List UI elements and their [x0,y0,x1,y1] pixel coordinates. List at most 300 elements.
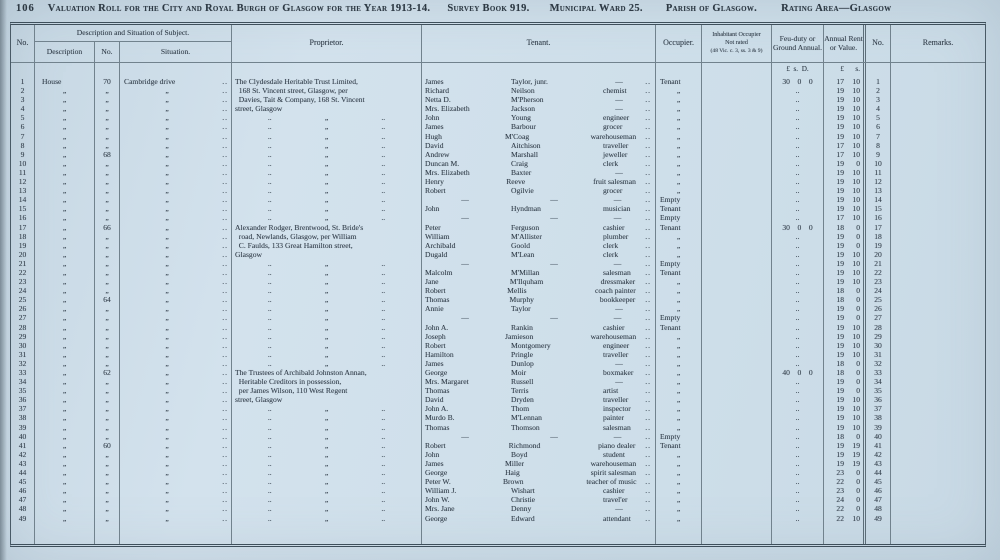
tenant-forename: David [425,395,444,405]
cell-description: „ [35,104,95,113]
leader-dots: .. [222,422,228,432]
cell-entry-no-right: 9 [866,150,891,159]
situation-text: „ [165,440,169,450]
situation-text: „ [165,413,169,423]
cell-annual-rent [824,432,866,441]
cell-house-no: „ [95,286,120,295]
cell-tenant [422,395,656,404]
cell-description: House [35,77,95,86]
leader-dots: .. [222,504,228,514]
cell-occupier: „ [656,141,702,150]
cell-inhabitant-occupier [702,486,772,495]
leader-dots: .. [645,140,651,150]
rent-shillings: 10 [852,258,860,268]
tenant-occupation: grocer [603,122,623,132]
rent-pounds: 17 [836,140,844,150]
cell-annual-rent [824,423,866,432]
municipal-ward: Municipal Ward 25. [549,3,643,14]
cell-house-no: „ [95,386,120,395]
cell-description: „ [35,495,95,504]
cell-entry-no-right: 36 [866,395,891,404]
cell-entry-no-right: 16 [866,213,891,222]
cell-tenant [422,277,656,286]
cell-proprietor: .. „ .. [232,159,422,168]
cell-entry-no-right: 31 [866,350,891,359]
cell-inhabitant-occupier [702,286,772,295]
rent-shillings: 0 [856,231,860,241]
rent-pounds: 19 [836,404,844,414]
tenant-occupation: — [613,213,622,223]
cell-feu-duty: .. [772,486,824,495]
cell-description: „ [35,86,95,95]
leader-dots: .. [222,222,228,232]
cell-feu-duty: .. [772,323,824,332]
situation-text: „ [165,267,169,277]
cell-occupier: „ [656,450,702,459]
table-row [11,232,985,241]
tenant-occupation: dressmaker [600,277,636,287]
cell-remarks [891,313,985,322]
cell-tenant [422,268,656,277]
leader-dots: .. [222,158,228,168]
tenant-occupation: traveller [603,349,629,359]
header-annual-rent: Annual Rent or Value. [824,25,866,62]
tenant-surname: Edward [511,513,535,523]
leader-dots: .. [222,395,228,405]
leader-dots: .. [222,86,228,96]
tenant-surname: Richmond [508,440,541,450]
cell-entry-no-right: 13 [866,186,891,195]
cell-inhabitant-occupier [702,150,772,159]
cell-proprietor: street, Glasgow [232,395,422,404]
cell-proprietor: .. „ .. [232,423,422,432]
cell-feu-duty: .. [772,386,824,395]
tenant-surname: M'Millan [511,267,540,277]
cell-tenant [422,168,656,177]
leader-dots: .. [645,249,651,259]
tenant-forename: Andrew [425,149,450,159]
situation-text: „ [165,349,169,359]
cell-annual-rent [824,250,866,259]
cell-inhabitant-occupier [702,304,772,313]
situation-text: „ [165,495,169,505]
leader-dots: .. [645,122,651,132]
cell-house-no: „ [95,504,120,513]
cell-proprietor: .. „ .. [232,432,422,441]
table-row [11,168,985,177]
rent-pounds: 19 [836,122,844,132]
leader-dots: .. [222,377,228,387]
cell-feu-duty: .. [772,350,824,359]
situation-text: „ [165,286,169,296]
rent-pounds: 19 [836,195,844,205]
cell-annual-rent [824,486,866,495]
cell-tenant [422,259,656,268]
leader-dots: .. [645,131,651,141]
tenant-occupation: — [613,195,622,205]
cell-house-no: 66 [95,223,120,232]
cell-entry-no-right: 38 [866,413,891,422]
cell-feu-duty: .. [772,395,824,404]
tenant-occupation: plumber [603,231,629,241]
leader-dots: .. [222,140,228,150]
cell-annual-rent [824,377,866,386]
leader-dots: .. [645,486,651,496]
rent-pounds: 18 [836,222,844,232]
rent-shillings: 10 [852,131,860,141]
cell-remarks [891,277,985,286]
feu-currency-subheader: £ s. D. [772,63,824,77]
table-row [11,332,985,341]
cell-entry-no: 4 [11,104,35,113]
tenant-forename: Jane [425,277,439,287]
table-row [11,141,985,150]
header-entry-no: No. [11,25,35,62]
table-row [11,241,985,250]
rent-pounds: 24 [836,495,844,505]
tenant-forename: James [425,458,444,468]
tenant-surname: Moir [511,368,527,377]
table-row [11,259,985,268]
cell-feu-duty: .. [772,468,824,477]
cell-situation [120,159,232,168]
cell-occupier: Empty [656,195,702,204]
cell-annual-rent [824,141,866,150]
leader-dots: .. [645,413,651,423]
cell-inhabitant-occupier [702,168,772,177]
leader-dots: .. [645,286,651,296]
cell-entry-no-right: 10 [866,159,891,168]
cell-tenant [422,213,656,222]
tenant-occupation: engineer [603,113,630,123]
leader-dots: .. [645,504,651,514]
leader-dots: .. [645,313,651,323]
cell-feu-duty: 30 0 0 [772,77,824,86]
cell-description: „ [35,259,95,268]
cell-inhabitant-occupier [702,495,772,504]
tenant-surname: Jamieson [505,331,534,341]
tenant-occupation: — [615,377,623,387]
cell-inhabitant-occupier [702,450,772,459]
cell-situation [120,95,232,104]
cell-remarks [891,468,985,477]
cell-tenant [422,77,656,86]
cell-entry-no: 5 [11,113,35,122]
table-row [11,104,985,113]
cell-feu-duty: .. [772,259,824,268]
cell-entry-no: 41 [11,441,35,450]
situation-text: „ [165,104,169,114]
rent-shillings: 0 [856,240,860,250]
cell-situation [120,104,232,113]
rent-pounds: 22 [836,477,844,487]
situation-text: „ [165,186,169,196]
rent-pounds: 19 [836,258,844,268]
leader-dots: .. [222,95,228,105]
tenant-surname: Boyd [511,449,528,459]
cell-occupier: „ [656,486,702,495]
cell-entry-no: 42 [11,450,35,459]
table-row [11,150,985,159]
rent-shillings: 0 [856,222,860,232]
rent-pounds: 22 [836,504,844,514]
cell-annual-rent [824,223,866,232]
cell-remarks [891,450,985,459]
cell-remarks [891,95,985,104]
rent-pounds: 19 [836,413,844,423]
cell-situation [120,441,232,450]
tenant-forename: John A. [425,404,449,414]
cell-entry-no-right: 20 [866,250,891,259]
cell-entry-no: 3 [11,95,35,104]
cell-entry-no: 46 [11,486,35,495]
cell-remarks [891,359,985,368]
tenant-forename: James [425,77,444,86]
cell-proprietor: .. „ .. [232,459,422,468]
leader-dots: .. [222,449,228,459]
rent-shillings: 10 [852,95,860,105]
cell-annual-rent [824,286,866,295]
tenant-forename: — [461,258,469,268]
table-row [11,486,985,495]
rent-pounds: 18 [836,358,844,368]
tenant-surname: Brown [502,477,524,487]
cell-remarks [891,332,985,341]
cell-situation [120,132,232,141]
cell-entry-no: 37 [11,404,35,413]
situation-text: „ [165,477,169,487]
cell-inhabitant-occupier [702,459,772,468]
cell-feu-duty: .. [772,477,824,486]
cell-inhabitant-occupier [702,204,772,213]
cell-situation [120,223,232,232]
cell-remarks [891,323,985,332]
tenant-surname: Ferguson [511,222,540,232]
cell-annual-rent [824,359,866,368]
page-left-edge-shadow [0,0,7,560]
leader-dots: .. [222,249,228,259]
tenant-surname: Aitchison [511,140,541,150]
header-proprietor: Proprietor. [232,25,422,62]
cell-proprietor: .. „ .. [232,404,422,413]
tenant-surname: Christie [511,495,536,505]
tenant-surname: — [550,195,558,205]
rent-pounds: 22 [836,513,844,523]
tenant-surname: M'Lean [511,249,535,259]
cell-occupier: „ [656,504,702,513]
cell-entry-no: 44 [11,468,35,477]
cell-proprietor: The Clydesdale Heritable Trust Limited, [232,77,422,86]
cell-tenant [422,295,656,304]
cell-inhabitant-occupier [702,441,772,450]
rent-shillings: 19 [852,458,860,468]
tenant-surname: Mellis [507,286,527,296]
tenant-occupation: painter [603,413,625,423]
table-row [11,132,985,141]
cell-occupier: „ [656,423,702,432]
cell-proprietor: .. „ .. [232,150,422,159]
cell-annual-rent [824,204,866,213]
situation-text: „ [165,395,169,405]
tenant-surname: Jackson [511,104,536,114]
table-row [11,113,985,122]
cell-occupier: „ [656,186,702,195]
cell-house-no: „ [95,404,120,413]
leader-dots: .. [645,231,651,241]
rent-pounds: 18 [836,295,844,305]
cell-inhabitant-occupier [702,250,772,259]
cell-situation [120,268,232,277]
rent-shillings: 10 [852,86,860,96]
cell-entry-no-right: 25 [866,295,891,304]
cell-annual-rent [824,323,866,332]
cell-proprietor: .. „ .. [232,277,422,286]
tenant-forename: Robert [425,186,446,196]
table-row [11,122,985,131]
tenant-surname: Dunlop [511,358,534,368]
cell-occupier: „ [656,341,702,350]
tenant-forename: Malcolm [425,267,453,277]
leader-dots: .. [645,86,651,96]
leader-dots: .. [645,468,651,478]
leader-dots: .. [645,240,651,250]
leader-dots: .. [222,458,228,468]
leader-dots: .. [645,95,651,105]
tenant-occupation: cashier [603,322,625,332]
cell-tenant [422,122,656,131]
tenant-surname: Russell [511,377,534,387]
cell-house-no: „ [95,304,120,313]
situation-text: „ [165,358,169,368]
leader-dots: .. [222,286,228,296]
cell-description: „ [35,286,95,295]
cell-tenant [422,104,656,113]
cell-annual-rent [824,77,866,86]
cell-feu-duty: .. [772,186,824,195]
cell-proprietor: .. „ .. [232,350,422,359]
rent-shillings: 0 [856,377,860,387]
cell-house-no: „ [95,104,120,113]
cell-entry-no: 24 [11,286,35,295]
tenant-surname: Haig [505,468,520,478]
cell-description: „ [35,150,95,159]
cell-proprietor: .. „ .. [232,359,422,368]
cell-inhabitant-occupier [702,404,772,413]
rent-pounds: 19 [836,240,844,250]
cell-proprietor: The Trustees of Archibald Johnston Annan, [232,368,422,377]
table-row [11,186,985,195]
cell-tenant [422,177,656,186]
cell-entry-no: 15 [11,204,35,213]
rent-shillings: 0 [856,495,860,505]
table-row [11,423,985,432]
rent-currency-subheader: £ s. [824,63,866,77]
tenant-occupation: — [615,358,623,368]
tenant-occupation: — [615,304,623,314]
cell-occupier: Tenant [656,268,702,277]
cell-annual-rent [824,468,866,477]
cell-occupier: „ [656,304,702,313]
cell-entry-no-right: 23 [866,277,891,286]
situation-text: „ [165,340,169,350]
tenant-occupation: warehouseman [590,458,637,468]
rent-shillings: 0 [856,386,860,396]
rent-shillings: 10 [852,177,860,187]
cell-description: „ [35,350,95,359]
leader-dots: .. [222,240,228,250]
cell-situation [120,177,232,186]
cell-entry-no-right: 22 [866,268,891,277]
rent-pounds: 18 [836,431,844,441]
leader-dots: .. [645,358,651,368]
leader-dots: .. [645,440,651,450]
table-row [11,277,985,286]
cell-feu-duty: .. [772,377,824,386]
tenant-surname: Taylor [511,304,531,314]
tenant-forename: John A. [425,322,449,332]
cell-feu-duty: .. [772,450,824,459]
table-row [11,459,985,468]
situation-text: „ [165,458,169,468]
cell-situation [120,250,232,259]
cell-description: „ [35,395,95,404]
leader-dots: .. [645,477,651,487]
cell-house-no: „ [95,514,120,523]
rent-shillings: 10 [852,195,860,205]
table-row [11,504,985,513]
rent-pounds: 19 [836,349,844,359]
cell-annual-rent [824,259,866,268]
rent-shillings: 10 [852,331,860,341]
cell-situation [120,113,232,122]
table-row [11,213,985,222]
rent-pounds: 19 [836,377,844,387]
rent-shillings: 10 [852,140,860,150]
cell-entry-no-right: 7 [866,132,891,141]
rent-pounds: 19 [836,131,844,141]
rent-pounds: 18 [836,368,844,377]
tenant-occupation: — [615,504,623,514]
cell-remarks [891,432,985,441]
cell-description: „ [35,341,95,350]
cell-situation [120,232,232,241]
cell-remarks [891,213,985,222]
cell-situation [120,168,232,177]
rent-pounds: 17 [836,213,844,223]
cell-house-no: „ [95,213,120,222]
leader-dots: .. [222,386,228,396]
cell-description: „ [35,313,95,322]
header-inhabitant-line3: (48 Vic. c. 3, ss. 3 & 9) [710,47,763,54]
rent-shillings: 19 [852,449,860,459]
tenant-occupation: engineer [603,340,630,350]
tenant-surname: Hyndman [511,204,541,214]
tenant-occupation: travel'er [603,495,628,505]
cell-annual-rent [824,132,866,141]
cell-occupier: Tenant [656,441,702,450]
cell-situation [120,359,232,368]
cell-tenant [422,141,656,150]
leader-dots: .. [222,340,228,350]
cell-remarks [891,241,985,250]
cell-proprietor: 168 St. Vincent street, Glasgow, per [232,86,422,95]
survey-book: Survey Book 919. [447,3,530,14]
cell-feu-duty: .. [772,404,824,413]
cell-entry-no: 35 [11,386,35,395]
cell-feu-duty: .. [772,432,824,441]
cell-tenant [422,413,656,422]
cell-occupier: Empty [656,432,702,441]
